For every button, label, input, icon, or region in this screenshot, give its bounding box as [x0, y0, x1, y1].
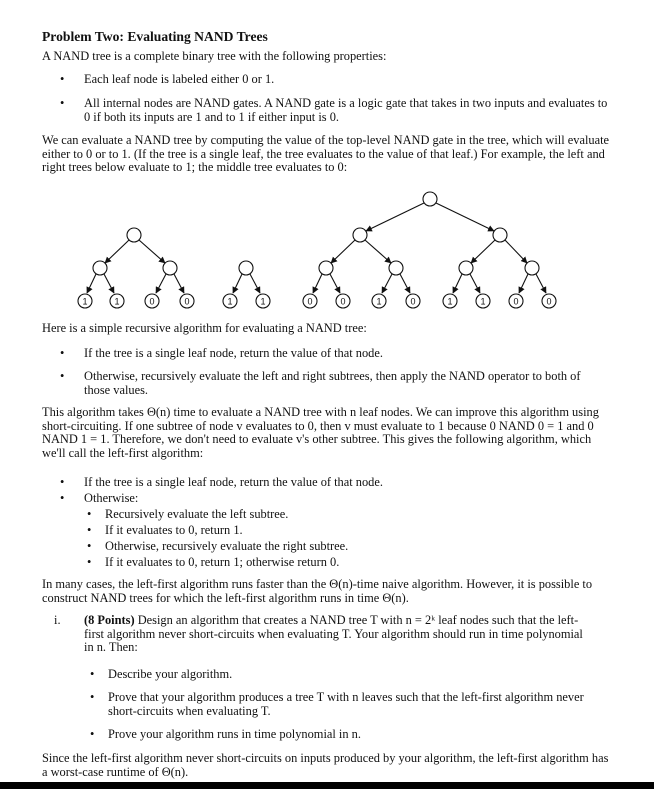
leaf-label: 1	[227, 296, 233, 307]
bullet: •	[60, 491, 65, 505]
problem-title: Problem Two: Evaluating NAND Trees	[42, 29, 268, 44]
leftfirst-substep	[87, 507, 605, 522]
bullet: •	[87, 555, 92, 569]
many-cases-paragraph: In many cases, the left-first algorithm runs faster than the Θ(n)-time naive algorithm. However, it is possible to construct NAND trees for which the left-first algorithm runs in time Θ(n).	[42, 577, 593, 605]
simple-step	[60, 369, 604, 397]
substep-text: If it evaluates to 0, return 1.	[105, 523, 243, 537]
step-text: If the tree is a single leaf node, return the value of that node.	[84, 346, 383, 360]
step-text: If the tree is a single leaf node, return the value of that node.	[84, 475, 383, 489]
part-i-item	[90, 667, 608, 682]
substep-text: Otherwise, recursively evaluate the right subtree.	[105, 539, 349, 553]
bullet: •	[60, 346, 65, 360]
bottom-bar	[0, 782, 654, 789]
conclusion-paragraph: Since the left-first algorithm never short-circuits on inputs produced by your algorithm, the left-first algorithm has a worst-case runtime of Θ(n).	[42, 751, 609, 779]
leaf-label: 0	[513, 296, 519, 307]
leaf-label: 1	[447, 296, 453, 307]
part-points: (8 Points)	[84, 613, 135, 627]
step-text: Otherwise:	[84, 491, 139, 505]
leftfirst-step	[60, 475, 614, 490]
substep-text: Recursively evaluate the left subtree.	[105, 507, 289, 521]
part-i-item	[90, 727, 608, 742]
step-text: Otherwise, recursively evaluate the left and right subtrees, then apply the NAND operator to both of those values.	[84, 369, 581, 397]
tree-right	[303, 192, 556, 308]
leftfirst-substep	[87, 555, 605, 570]
simple-step	[60, 346, 614, 361]
bullet: •	[60, 72, 65, 86]
property-text: Each leaf node is labeled either 0 or 1.	[84, 72, 275, 86]
part-i	[54, 613, 594, 655]
part-text: Design an algorithm that creates a NAND tree T with n = 2ᵏ leaf nodes such that the left-first algorithm never short-circuits when evaluating T. Your algorithm should run in time polynomial in n. Then:	[84, 613, 583, 655]
part-i-item	[90, 690, 604, 718]
substep-text: If it evaluates to 0, return 1; otherwise return 0.	[105, 555, 340, 569]
shortcircuit-paragraph: This algorithm takes Θ(n) time to evaluate a NAND tree with n leaf nodes. We can improve this algorithm using short-circuiting. If one subtree of node v evaluates to 0, then v must evaluate to 1 because 0 NAND 0 = 1 and 0 NAND 1 = 1. Therefore, we don't need to evaluate v's other subtree. This gives the following algorithm, which we'll call the left-first algorithm:	[42, 405, 599, 460]
leftfirst-substep	[87, 523, 605, 538]
leaf-label: 0	[184, 296, 190, 307]
leaf-label: 0	[410, 296, 416, 307]
item-text: Describe your algorithm.	[108, 667, 233, 681]
leaf-label: 0	[340, 296, 346, 307]
nand-trees-figure	[0, 0, 654, 320]
item-text: Prove that your algorithm produces a tree T with n leaves such that the left-first algorithm never short-circuits when evaluating T.	[108, 690, 584, 718]
bullet: •	[90, 690, 95, 704]
leaf-label: 0	[149, 296, 155, 307]
bullet: •	[60, 369, 65, 383]
part-label: i.	[54, 613, 61, 627]
bullet: •	[90, 667, 95, 681]
leaf-label: 1	[260, 296, 266, 307]
leaf-label: 0	[546, 296, 552, 307]
bullet: •	[90, 727, 95, 741]
evaluate-paragraph: We can evaluate a NAND tree by computing the value of the top-level NAND gate in the tree, which will evaluate either to 0 or to 1. (If the tree is a single leaf, the tree evaluates to the value of that leaf.) For example, the left and right trees below evaluate to 1; the middle tree evaluates to 0:	[42, 133, 610, 175]
bullet: •	[87, 507, 92, 521]
simple-algorithm-intro: Here is a simple recursive algorithm for evaluating a NAND tree:	[42, 321, 367, 335]
bullet: •	[60, 96, 65, 110]
leaf-label: 1	[82, 296, 88, 307]
item-text: Prove your algorithm runs in time polynomial in n.	[108, 727, 361, 741]
bullet: •	[60, 475, 65, 489]
bullet: •	[87, 523, 92, 537]
bullet: •	[87, 539, 92, 553]
intro-text: A NAND tree is a complete binary tree with the following properties:	[42, 49, 387, 63]
property-text: All internal nodes are NAND gates. A NAND gate is a logic gate that takes in two inputs and evaluates to 0 if both its inputs are 1 and to 1 if either input is 0.	[84, 96, 608, 124]
leaf-label: 0	[307, 296, 313, 307]
leaf-label: 1	[376, 296, 382, 307]
leaf-label: 1	[114, 296, 120, 307]
leaf-label: 1	[480, 296, 486, 307]
tree-left	[78, 228, 194, 308]
leftfirst-step	[60, 491, 614, 506]
leftfirst-substep	[87, 539, 605, 554]
